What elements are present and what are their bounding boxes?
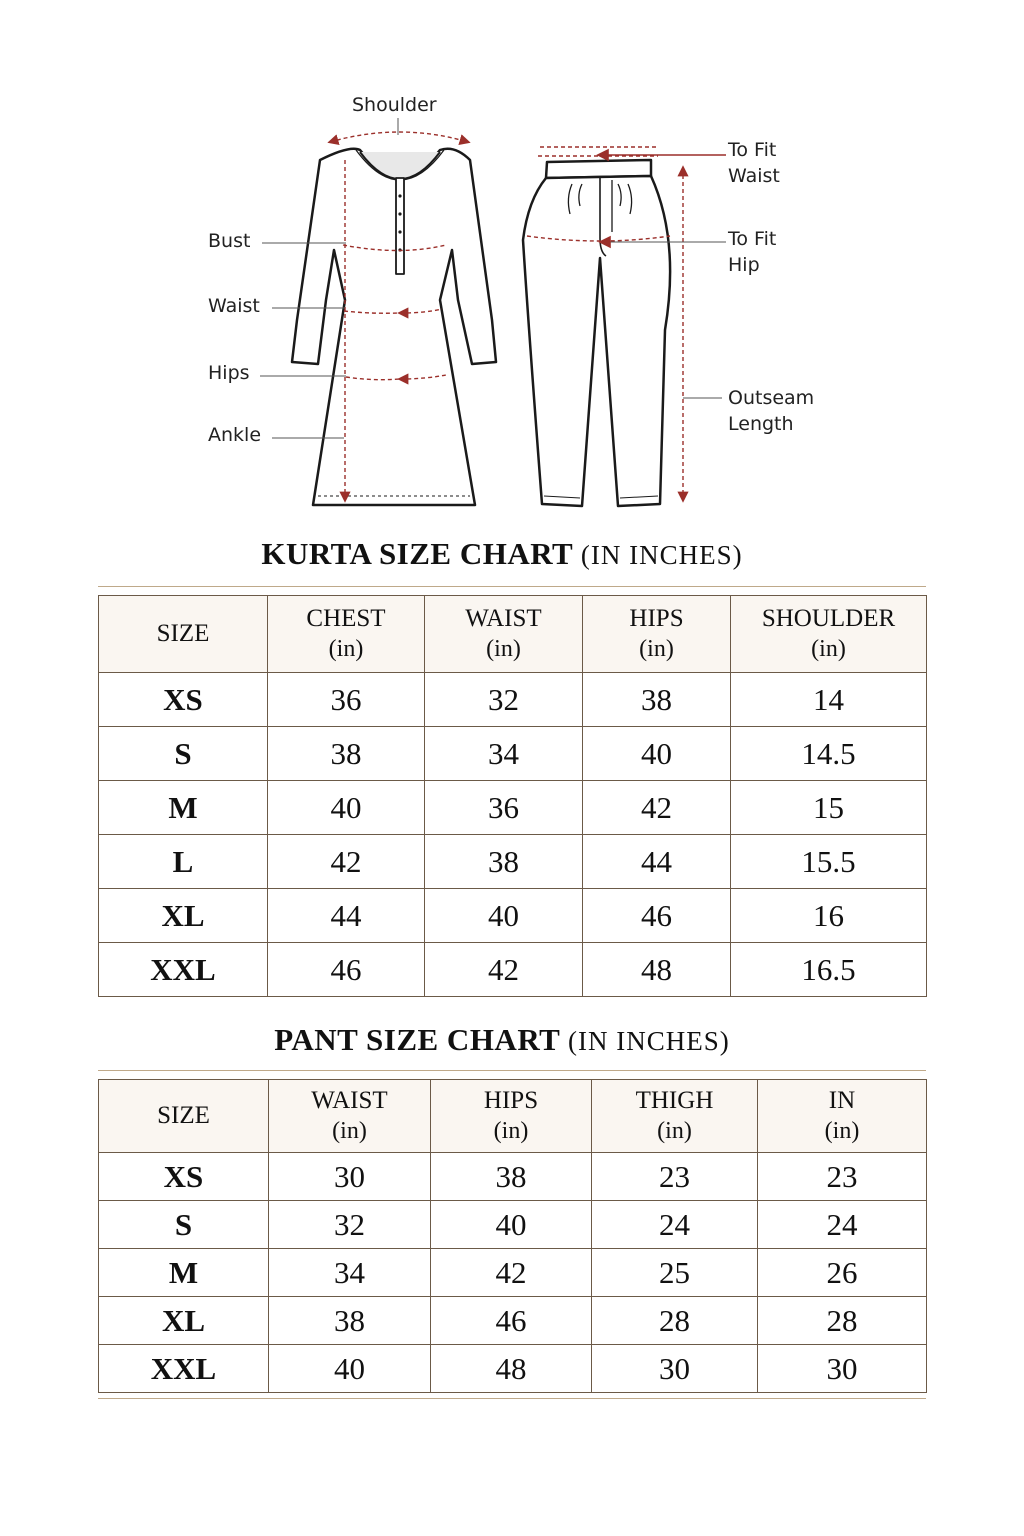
size-cell: M: [99, 1249, 269, 1297]
column-header-unit: (in): [493, 1118, 529, 1144]
column-header: [269, 1080, 431, 1153]
measurement-cell: 44: [268, 889, 425, 943]
measurement-cell: 40: [431, 1201, 592, 1249]
measurement-cell: 15.5: [731, 835, 927, 889]
measurement-cell: 15: [731, 781, 927, 835]
kurta-table-body: [99, 673, 927, 997]
kurta-chart-unit: (IN INCHES): [580, 540, 743, 570]
column-header-label: CHEST: [306, 605, 386, 632]
pant-chart-unit: (IN INCHES): [568, 1026, 730, 1056]
measurement-cell: 30: [269, 1153, 431, 1201]
size-cell: L: [99, 835, 268, 889]
measurement-cell: 23: [758, 1153, 927, 1201]
column-header: [592, 1080, 758, 1153]
pant-drawing: [523, 160, 670, 506]
label-waist: Waist: [208, 295, 260, 317]
column-header-label: IN: [828, 1087, 856, 1114]
size-cell: XL: [99, 889, 268, 943]
column-header: [431, 1080, 592, 1153]
table-row: [99, 1345, 927, 1393]
measurement-cell: 38: [268, 727, 425, 781]
measurement-cell: 24: [592, 1201, 758, 1249]
column-header-label: HIPS: [629, 605, 684, 632]
column-header-unit: (in): [639, 636, 674, 662]
measurement-cell: 16.5: [731, 943, 927, 997]
column-header-unit: (in): [328, 636, 364, 662]
measurement-cell: 14: [731, 673, 927, 727]
measurement-cell: 42: [431, 1249, 592, 1297]
measurement-cell: 14.5: [731, 727, 927, 781]
measurement-cell: 38: [425, 835, 583, 889]
column-header: [731, 596, 927, 673]
pant-title-rule: [98, 1070, 926, 1071]
column-header-label: SIZE: [156, 620, 210, 647]
column-header: [758, 1080, 927, 1153]
measurement-cell: 40: [583, 727, 731, 781]
measurement-cell: 30: [592, 1345, 758, 1393]
size-cell: S: [99, 1201, 269, 1249]
table-row: [99, 781, 927, 835]
column-header-label: THIGH: [635, 1087, 714, 1114]
size-cell: XXL: [99, 1345, 269, 1393]
measurement-cell: 26: [758, 1249, 927, 1297]
table-row: [99, 1297, 927, 1345]
size-cell: XL: [99, 1297, 269, 1345]
measurement-cell: 46: [268, 943, 425, 997]
table-row: [99, 1201, 927, 1249]
table-row: [99, 673, 927, 727]
kurta-drawing: [292, 149, 496, 505]
column-header-label: HIPS: [483, 1087, 539, 1114]
measurement-cell: 40: [425, 889, 583, 943]
measurement-diagram: [0, 0, 1024, 530]
measurement-cell: 32: [425, 673, 583, 727]
column-header-unit: (in): [811, 636, 846, 662]
measurement-cell: 46: [583, 889, 731, 943]
column-header: [99, 1080, 269, 1153]
kurta-title-rule: [98, 586, 926, 587]
column-header-unit: (in): [332, 1118, 367, 1144]
label-outseam-length: Outseam Length: [728, 387, 815, 435]
kurta-chart-title: [0, 536, 1004, 572]
label-ankle: Ankle: [208, 424, 262, 446]
kurta-table-header: [99, 596, 927, 673]
pant-table-body: [99, 1153, 927, 1393]
table-row: [99, 835, 927, 889]
measurement-cell: 38: [431, 1153, 592, 1201]
garment-illustration: [0, 0, 1024, 530]
column-header-unit: (in): [657, 1118, 692, 1144]
measurement-cell: 34: [269, 1249, 431, 1297]
table-row: [99, 943, 927, 997]
measurement-cell: 48: [583, 943, 731, 997]
measurement-cell: 34: [425, 727, 583, 781]
column-header: [99, 596, 268, 673]
column-header-label: SHOULDER: [761, 605, 896, 632]
size-cell: XS: [99, 673, 268, 727]
size-cell: XS: [99, 1153, 269, 1201]
pant-bottom-rule: [98, 1398, 926, 1399]
measurement-cell: 38: [583, 673, 731, 727]
column-header-label: WAIST: [311, 1087, 388, 1114]
measurement-cell: 40: [268, 781, 425, 835]
pant-size-table: [98, 1079, 927, 1393]
measurement-cell: 23: [592, 1153, 758, 1201]
size-cell: S: [99, 727, 268, 781]
measurement-cell: 16: [731, 889, 927, 943]
column-header-label: WAIST: [465, 605, 542, 632]
size-cell: XXL: [99, 943, 268, 997]
measurement-cell: 42: [268, 835, 425, 889]
measurement-cell: 24: [758, 1201, 927, 1249]
table-row: [99, 727, 927, 781]
measurement-cell: 36: [268, 673, 425, 727]
measurement-cell: 36: [425, 781, 583, 835]
measurement-cell: 48: [431, 1345, 592, 1393]
column-header-unit: (in): [824, 1118, 860, 1144]
pant-chart-title: [0, 1022, 1004, 1058]
kurta-size-table: [98, 595, 927, 997]
measurement-cell: 30: [758, 1345, 927, 1393]
measurement-cell: 28: [758, 1297, 927, 1345]
measurement-cell: 46: [431, 1297, 592, 1345]
measurement-cell: 44: [583, 835, 731, 889]
label-to-fit-waist: To Fit Waist: [728, 139, 780, 187]
column-header-label: SIZE: [157, 1102, 210, 1129]
column-header: [268, 596, 425, 673]
table-row: [99, 1153, 927, 1201]
measurement-cell: 32: [269, 1201, 431, 1249]
label-shoulder: Shoulder: [352, 94, 437, 116]
measurement-cell: 25: [592, 1249, 758, 1297]
measurement-cell: 38: [269, 1297, 431, 1345]
column-header: [583, 596, 731, 673]
measurement-cell: 40: [269, 1345, 431, 1393]
waist-arrow-icon: [598, 150, 608, 160]
label-bust: Bust: [208, 230, 251, 252]
label-hips: Hips: [208, 362, 250, 384]
column-header-unit: (in): [486, 636, 521, 662]
measurement-cell: 42: [583, 781, 731, 835]
pant-table-header: [99, 1080, 927, 1153]
size-cell: M: [99, 781, 268, 835]
table-row: [99, 889, 927, 943]
pant-chart-title-text: PANT SIZE CHART: [274, 1022, 560, 1057]
table-row: [99, 1249, 927, 1297]
measurement-cell: 28: [592, 1297, 758, 1345]
column-header: [425, 596, 583, 673]
measurement-cell: 42: [425, 943, 583, 997]
label-to-fit-hip: To Fit Hip: [728, 228, 777, 276]
kurta-chart-title-text: KURTA SIZE CHART: [261, 536, 573, 571]
